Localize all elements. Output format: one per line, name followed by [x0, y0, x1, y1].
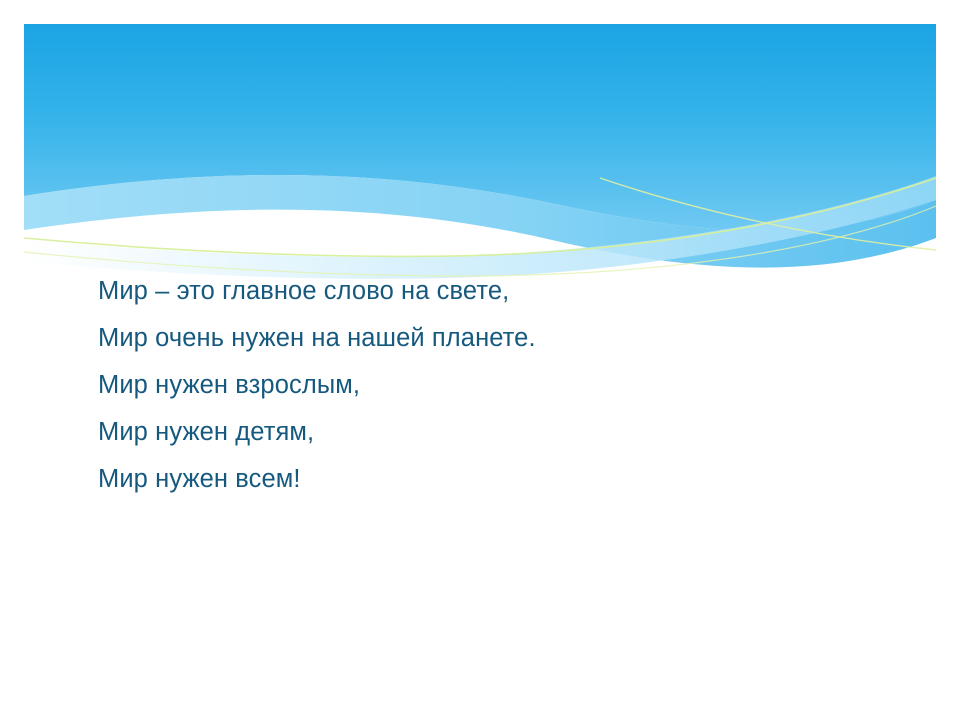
- poem-line: Мир – это главное слово на свете,: [98, 277, 510, 305]
- poem-line: Мир нужен всем!: [98, 465, 301, 493]
- poem-line: Мир нужен детям,: [98, 418, 315, 446]
- poem-line: Мир нужен взрослым,: [98, 371, 361, 399]
- poem-lines: [0, 268, 960, 503]
- decorative-wave-banner: [0, 0, 960, 290]
- poem-line: Мир очень нужен на нашей планете.: [98, 324, 536, 352]
- poem-block: [0, 268, 960, 503]
